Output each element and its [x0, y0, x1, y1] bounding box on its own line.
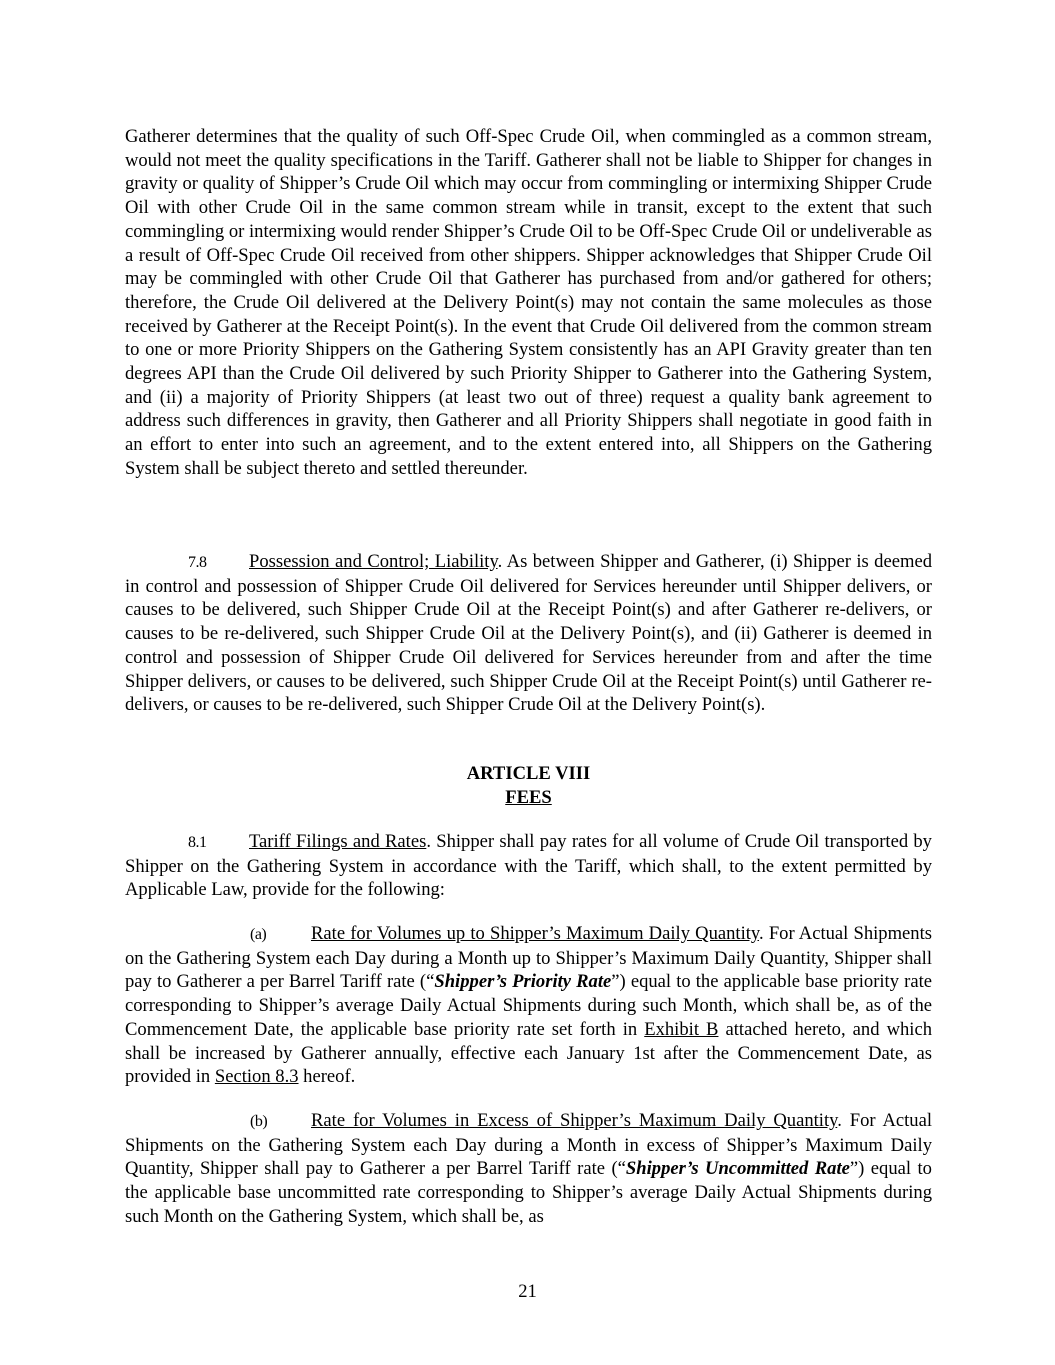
subsection-number: (a)	[250, 926, 267, 943]
subsection-text-2: ”) equal to the applicable base uncommitted rate corresponding to Shipper’s average Daily Actual Shipments during such Month on the Gathering System, which shall be, as	[125, 1158, 932, 1227]
subsection-text-1: . For Actual Shipments on the Gathering System each Day during a Month up to Shipper’s Maximum Daily Quantity, Shipper shall pay to Gatherer a per Barrel Tariff rate (“	[125, 923, 932, 993]
subsection-text-4: hereof.	[298, 1066, 356, 1088]
subsection-text-2: ”) equal to the applicable base priority rate corresponding to Shipper’s average Daily Actual Shipments during such Month, which shall be, as of the Commencement Date, the applicable base priority rate set forth in	[125, 971, 932, 1040]
section-8-1	[125, 830, 932, 902]
defined-term: Shipper’s Uncommitted Rate	[625, 1158, 850, 1180]
subsection-a	[125, 922, 932, 1089]
subsection-text-1: . For Actual Shipments on the Gathering System each Day during a Month in excess of Shipper’s Maximum Daily Quantity, Shipper shall pay to Gatherer a per Barrel Tariff rate (“	[125, 1110, 933, 1180]
continued-paragraph-text: Gatherer determines that the quality of such Off-Spec Crude Oil, when commingled as a common stream, would not meet the quality specifications in the Tariff. Gatherer shall not be liable to Shipper for changes in gravity or quality of Shipper’s Crude Oil which may occur from commingling or intermixing Shipper Crude Oil with other Crude Oil in the same common stream while in transit, except to the extent that such commingling or intermixing would render Shipper’s Crude Oil to be Off-Spec Crude Oil or undeliverable as a result of Off-Spec Crude Oil received from other shippers. Shipper acknowledges that Shipper Crude Oil may be commingled with other Crude Oil that Gatherer has purchased from and/or gathered for others; therefore, the Crude Oil delivered at the Delivery Point(s) may not contain the same molecules as those received by Gatherer at the Receipt Point(s). In the event that Crude Oil delivered from the common stream to one or more Priority Shippers on the Gathering System consistently has an API Gravity greater than ten degrees API than the Crude Oil delivered by such Priority Shipper to Gatherer into the Gathering System, and (ii) a majority of Priority Shippers (at least two out of three) request a quality bank agreement to address such differences in gravity, then Gatherer and all Priority Shippers shall negotiate in good faith in an effort to enter into such an agreement, and to the extent entered into, all Shippers on the Gathering System shall be subject thereto and settled thereunder.	[125, 126, 932, 479]
section-text: . Shipper shall pay rates for all volume of Crude Oil transported by Shipper on the Gathering System in accordance with the Tariff, which shall, to the extent permitted by Applicable Law, provide for the following:	[125, 831, 932, 901]
section-number: 7.8	[188, 554, 207, 571]
continued-paragraph	[125, 125, 932, 481]
subsection-title: Rate for Volumes up to Shipper’s Maximum Daily Quantity	[311, 923, 760, 944]
subsection-number: (b)	[250, 1113, 268, 1130]
page-number: 21	[518, 1281, 537, 1302]
section-number: 8.1	[188, 834, 207, 851]
article-label: ARTICLE VIII	[466, 763, 591, 784]
section-text: . As between Shipper and Gatherer, (i) Shipper is deemed in control and possession of Shipper Crude Oil delivered for Services hereunder until Shipper delivers, or causes to be delivered, such Shipper Crude Oil at the Receipt Point(s) and after Gatherer re-delivers, or causes to be re-delivered, such Shipper Crude Oil at the Delivery Point(s), and (ii) Gatherer is deemed in control and possession of Shipper Crude Oil delivered for Services hereunder from and after the time Shipper delivers, or causes to be delivered, such Shipper Crude Oil at the Receipt Point(s) until Gatherer re-delivers, or causes to be re-delivered, such Shipper Crude Oil at the Delivery Point(s).	[125, 551, 932, 716]
exhibit-b-link[interactable]: Exhibit B	[644, 1018, 719, 1040]
subsection-text-3: attached hereto, and which shall be increased by Gatherer annually, effective each January 1st after the Commencement Date, as provided in	[125, 1018, 933, 1088]
article-title-text: FEES	[505, 787, 552, 808]
article-title	[125, 786, 932, 810]
section-8-3-link[interactable]: Section 8.3	[214, 1066, 299, 1088]
section-title: Possession and Control; Liability	[249, 551, 498, 572]
subsection-b	[125, 1109, 932, 1229]
defined-term: Shipper’s Priority Rate	[434, 971, 612, 993]
section-title: Tariff Filings and Rates	[249, 831, 427, 852]
section-7-8	[125, 550, 932, 717]
subsection-title: Rate for Volumes in Excess of Shipper’s Maximum Daily Quantity	[311, 1110, 838, 1131]
